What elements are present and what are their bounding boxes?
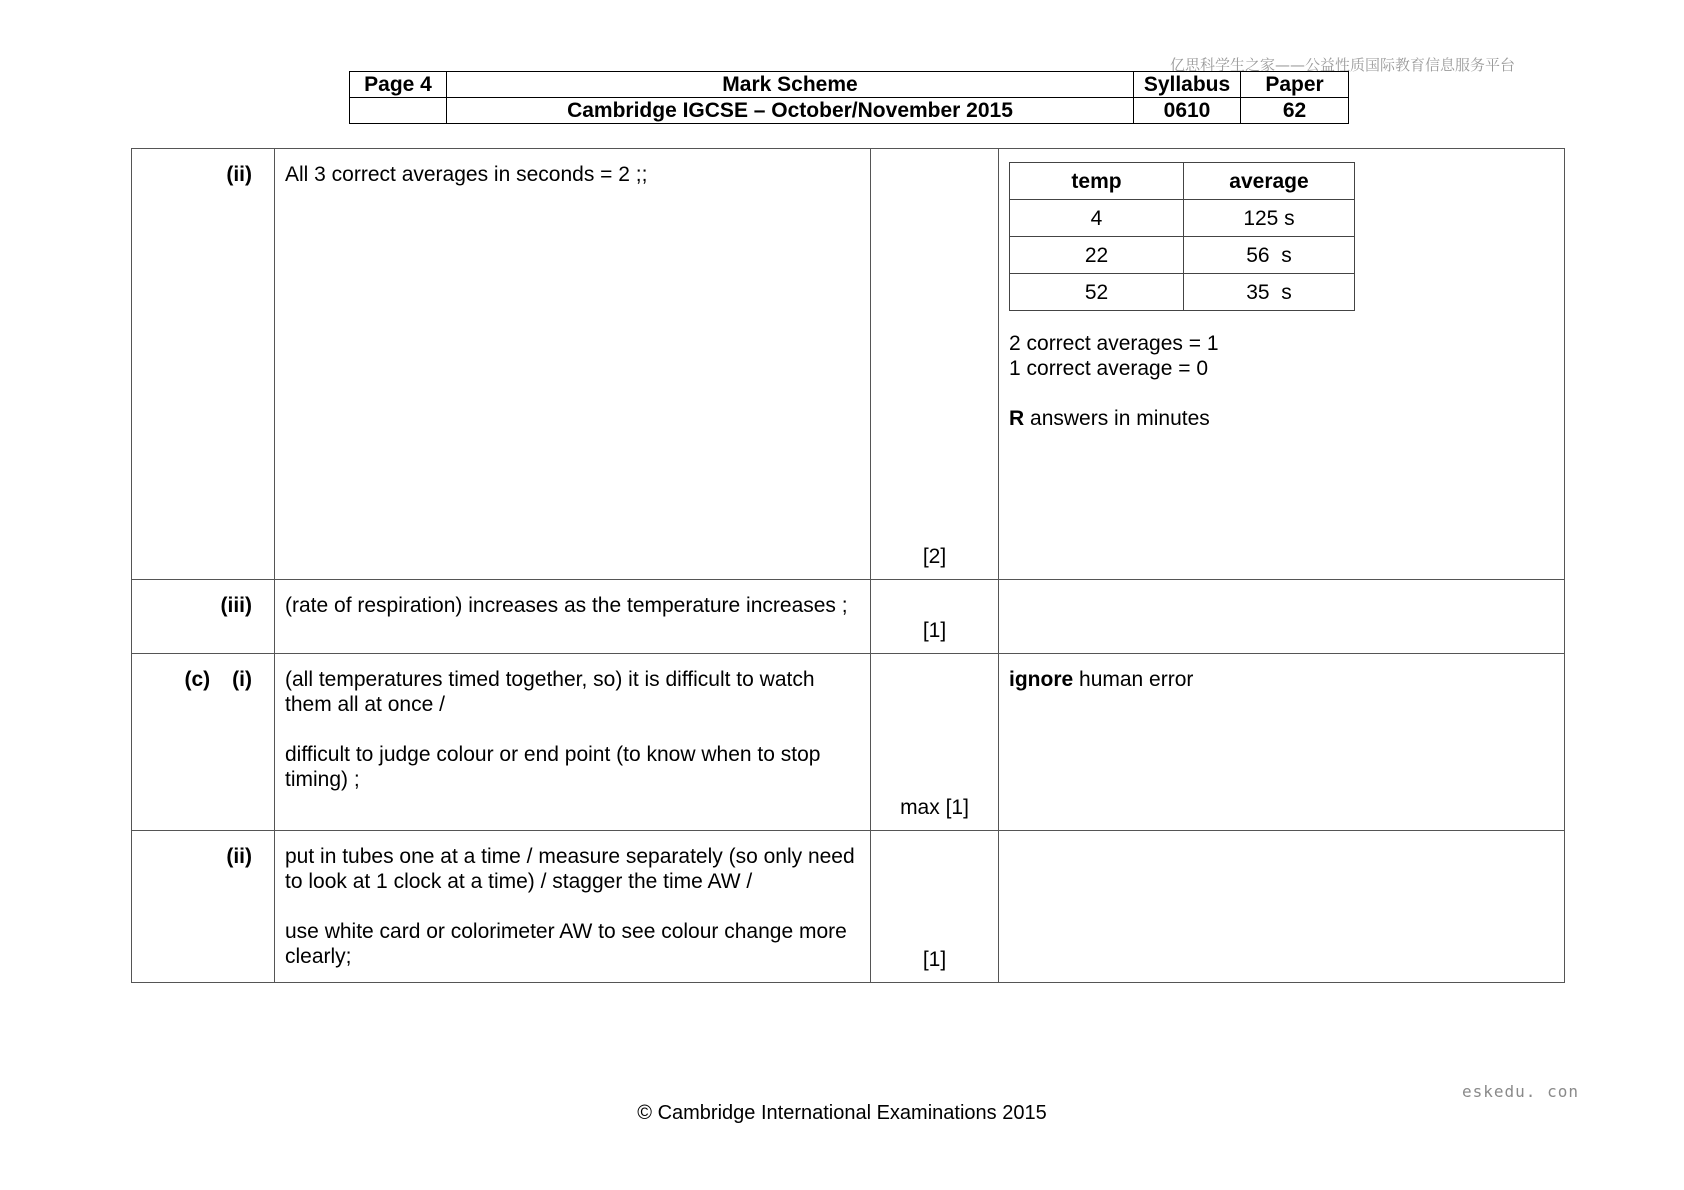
guidance-line: 2 correct averages = 1 xyxy=(1009,332,1219,355)
marks-cell: max [1] xyxy=(871,654,999,831)
guidance-bold-prefix: R xyxy=(1009,407,1025,430)
question-number xyxy=(132,654,275,831)
answer-cell xyxy=(275,149,871,580)
question-subpart: (i) xyxy=(232,668,252,691)
answer-cell xyxy=(275,831,871,983)
marks-cell: [2] xyxy=(871,149,999,580)
header-title: Mark Scheme xyxy=(447,72,1134,98)
averages-value: 56 s xyxy=(1184,237,1355,274)
guidance-rest: answers in minutes xyxy=(1030,407,1210,430)
mark-scheme-table xyxy=(131,148,1565,983)
answer-cell xyxy=(275,580,871,654)
question-number: (ii) xyxy=(132,831,275,983)
paper-value: 62 xyxy=(1241,98,1349,124)
watermark-bottom: eskedu. con xyxy=(1462,1082,1579,1101)
averages-value: 35 s xyxy=(1184,274,1355,311)
page-header-table xyxy=(349,71,1349,124)
answer-text: use white card or colorimeter AW to see colour change more clearly; xyxy=(285,920,847,968)
question-number: (iii) xyxy=(132,580,275,654)
table-row xyxy=(132,654,1565,831)
page-label-blank xyxy=(350,98,447,124)
averages-header-average: average xyxy=(1184,163,1355,200)
guidance-rest: human error xyxy=(1079,668,1194,691)
guidance-reject-note xyxy=(1009,406,1554,431)
table-row xyxy=(132,831,1565,983)
averages-temp: 52 xyxy=(1010,274,1184,311)
guidance-ignore-note xyxy=(1009,667,1554,692)
table-row xyxy=(132,580,1565,654)
watermark-top: 亿思科学生之家——公益性质国际教育信息服务平台 xyxy=(1170,56,1516,74)
averages-table xyxy=(1009,162,1355,311)
averages-header-temp: temp xyxy=(1010,163,1184,200)
answer-cell xyxy=(275,654,871,831)
syllabus-value: 0610 xyxy=(1134,98,1241,124)
guidance-cell xyxy=(999,831,1565,983)
marks-cell: [1] xyxy=(871,580,999,654)
header-subtitle: Cambridge IGCSE – October/November 2015 xyxy=(447,98,1134,124)
table-row xyxy=(1010,200,1355,237)
answer-text: difficult to judge colour or end point (to know when to stop timing) ; xyxy=(285,743,821,791)
answer-text: (all temperatures timed together, so) it is difficult to watch them all at once / xyxy=(285,668,815,716)
question-part: (c) xyxy=(184,668,211,691)
answer-text: put in tubes one at a time / measure separately (so only need to look at 1 clock at a time) / stagger the time AW / xyxy=(285,845,855,893)
table-row xyxy=(1010,237,1355,274)
table-row xyxy=(1010,274,1355,311)
question-number: (ii) xyxy=(132,149,275,580)
guidance-bold-prefix: ignore xyxy=(1009,668,1074,691)
guidance-line: 1 correct average = 0 xyxy=(1009,357,1209,380)
averages-temp: 4 xyxy=(1010,200,1184,237)
marks-cell: [1] xyxy=(871,831,999,983)
averages-value: 125 s xyxy=(1184,200,1355,237)
table-row xyxy=(132,149,1565,580)
answer-text: All 3 correct averages in seconds = 2 ;; xyxy=(285,163,648,186)
guidance-cell xyxy=(999,149,1565,580)
syllabus-label: Syllabus xyxy=(1134,72,1241,98)
paper-label: Paper xyxy=(1241,72,1349,98)
copyright-footer: © Cambridge International Examinations 2015 xyxy=(637,1102,1047,1124)
guidance-cell xyxy=(999,580,1565,654)
averages-temp: 22 xyxy=(1010,237,1184,274)
guidance-cell xyxy=(999,654,1565,831)
answer-text: (rate of respiration) increases as the temperature increases ; xyxy=(285,594,848,617)
page-label: Page 4 xyxy=(350,72,447,98)
